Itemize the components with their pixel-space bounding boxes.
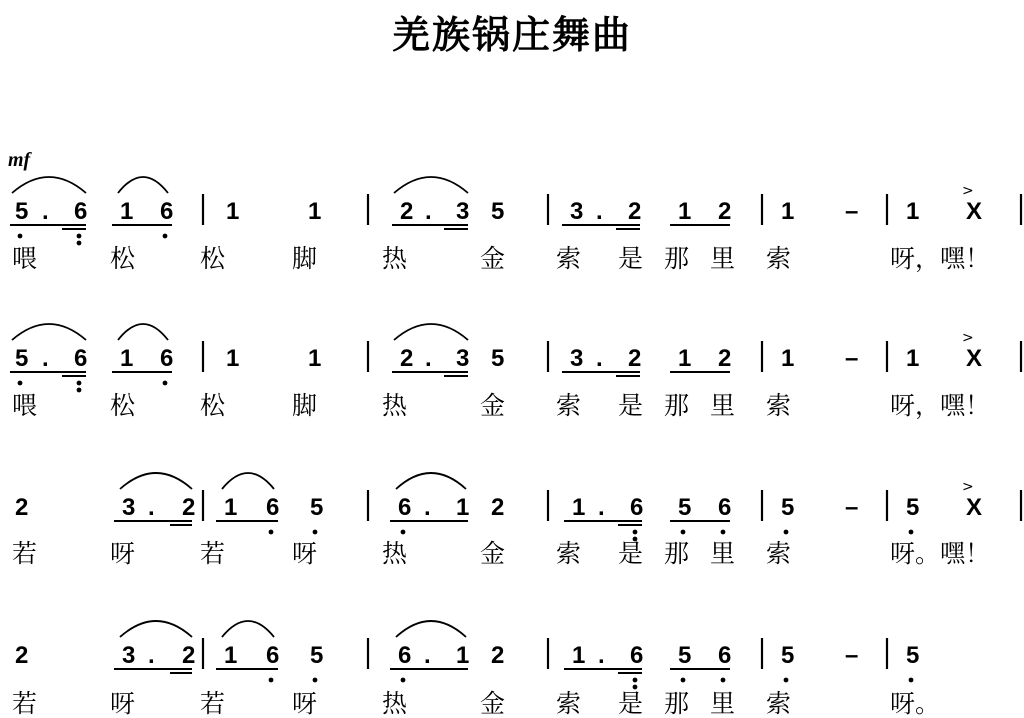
note-digit: 5 bbox=[678, 642, 692, 669]
note-digit: 2 bbox=[718, 345, 732, 372]
octave-dot bbox=[909, 530, 914, 535]
note-digit: 2 bbox=[491, 494, 505, 521]
lyric-syllable: 喂 bbox=[12, 391, 38, 420]
lyric-syllable: 索 bbox=[766, 244, 792, 273]
lyric-syllable: 热 bbox=[382, 539, 408, 568]
lyric-syllable: 里 bbox=[710, 539, 736, 568]
octave-dot bbox=[401, 678, 406, 683]
lyric-syllable: 呀，嘿！ bbox=[890, 244, 991, 273]
lyric-syllable: 松 bbox=[200, 244, 226, 273]
dotted-note-dot: . bbox=[424, 642, 431, 669]
lyric-syllable: 热 bbox=[382, 244, 408, 273]
slur-mark bbox=[394, 324, 468, 340]
lyric-syllable: 那 bbox=[664, 391, 690, 420]
lyric-syllable: 松 bbox=[110, 244, 136, 273]
note-digit: 6 bbox=[630, 642, 644, 669]
dotted-note-dot: . bbox=[598, 642, 605, 669]
note-digit: 3 bbox=[456, 198, 470, 225]
octave-dot bbox=[18, 381, 23, 386]
percussion-note: X bbox=[966, 494, 983, 521]
octave-dot bbox=[313, 530, 318, 535]
octave-dot bbox=[721, 678, 726, 683]
dotted-note-dot: . bbox=[42, 198, 49, 225]
lyric-syllable: 索 bbox=[556, 391, 582, 420]
note-digit: 3 bbox=[122, 494, 136, 521]
note-digit: 1 bbox=[456, 642, 470, 669]
note-digit: 1 bbox=[308, 198, 322, 225]
lyric-syllable: 索 bbox=[556, 689, 582, 718]
lyric-syllable: 呀 bbox=[110, 539, 136, 568]
note-digit: 6 bbox=[160, 345, 174, 372]
octave-dot bbox=[269, 530, 274, 535]
lyric-syllable: 呀。 bbox=[890, 689, 941, 718]
note-digit: 3 bbox=[122, 642, 136, 669]
lyric-syllable: 若 bbox=[12, 539, 38, 568]
percussion-note: X bbox=[966, 345, 983, 372]
lyric-syllable: 索 bbox=[766, 689, 792, 718]
lyric-syllable: 喂 bbox=[12, 244, 38, 273]
note-digit: 2 bbox=[400, 345, 414, 372]
lyric-syllable: 金 bbox=[480, 391, 506, 420]
percussion-note: X bbox=[966, 198, 983, 225]
note-digit: 5 bbox=[906, 642, 920, 669]
note-digit: 1 bbox=[224, 494, 238, 521]
lyric-syllable: 是 bbox=[618, 391, 644, 420]
accent-mark: > bbox=[962, 479, 974, 495]
lyric-syllable: 是 bbox=[618, 244, 644, 273]
lyric-syllable: 若 bbox=[200, 539, 226, 568]
dotted-note-dot: . bbox=[425, 345, 432, 372]
note-digit: 5 bbox=[491, 198, 505, 225]
note-digit: 2 bbox=[182, 642, 196, 669]
slur-mark bbox=[118, 324, 168, 340]
octave-dot bbox=[77, 388, 82, 393]
lyric-syllable: 松 bbox=[200, 391, 226, 420]
octave-dot bbox=[313, 678, 318, 683]
sustain-dash: – bbox=[845, 494, 859, 521]
lyric-syllable: 那 bbox=[664, 689, 690, 718]
lyric-syllable: 里 bbox=[710, 689, 736, 718]
note-digit: 1 bbox=[906, 198, 920, 225]
note-digit: 2 bbox=[15, 494, 29, 521]
dynamic-marking: mf bbox=[8, 149, 31, 171]
note-digit: 6 bbox=[718, 642, 732, 669]
note-digit: 6 bbox=[74, 345, 88, 372]
octave-dot bbox=[681, 530, 686, 535]
lyric-syllable: 热 bbox=[382, 391, 408, 420]
slur-mark bbox=[120, 473, 192, 489]
lyric-syllable: 热 bbox=[382, 689, 408, 718]
note-digit: 1 bbox=[678, 198, 692, 225]
dotted-note-dot: . bbox=[148, 494, 155, 521]
note-digit: 6 bbox=[160, 198, 174, 225]
octave-dot bbox=[909, 678, 914, 683]
lyric-syllable: 松 bbox=[110, 391, 136, 420]
octave-dot bbox=[18, 234, 23, 239]
note-digit: 1 bbox=[572, 642, 586, 669]
sustain-dash: – bbox=[845, 345, 859, 372]
octave-dot bbox=[784, 530, 789, 535]
note-digit: 5 bbox=[781, 494, 795, 521]
lyric-syllable: 索 bbox=[766, 539, 792, 568]
lyric-syllable: 那 bbox=[664, 244, 690, 273]
note-digit: 6 bbox=[398, 494, 412, 521]
dotted-note-dot: . bbox=[596, 198, 603, 225]
note-digit: 2 bbox=[182, 494, 196, 521]
octave-dot bbox=[269, 678, 274, 683]
octave-dot bbox=[163, 234, 168, 239]
note-digit: 1 bbox=[120, 198, 134, 225]
lyric-syllable: 呀 bbox=[110, 689, 136, 718]
lyric-syllable: 若 bbox=[200, 689, 226, 718]
lyric-syllable: 脚 bbox=[292, 391, 318, 420]
lyric-syllable: 索 bbox=[556, 539, 582, 568]
score-title: 羌族锅庄舞曲 bbox=[391, 13, 632, 57]
dotted-note-dot: . bbox=[424, 494, 431, 521]
note-digit: 6 bbox=[398, 642, 412, 669]
lyric-syllable: 若 bbox=[12, 689, 38, 718]
lyric-syllable: 金 bbox=[480, 689, 506, 718]
note-digit: 6 bbox=[266, 494, 280, 521]
note-digit: 5 bbox=[678, 494, 692, 521]
note-digit: 5 bbox=[906, 494, 920, 521]
note-digit: 1 bbox=[906, 345, 920, 372]
sustain-dash: – bbox=[845, 198, 859, 225]
lyric-syllable: 金 bbox=[480, 244, 506, 273]
note-digit: 2 bbox=[400, 198, 414, 225]
lyric-syllable: 里 bbox=[710, 244, 736, 273]
note-digit: 6 bbox=[630, 494, 644, 521]
slur-mark bbox=[118, 177, 168, 193]
dotted-note-dot: . bbox=[148, 642, 155, 669]
lyric-syllable: 呀 bbox=[292, 539, 318, 568]
note-digit: 2 bbox=[628, 198, 642, 225]
slur-mark bbox=[12, 324, 86, 340]
note-digit: 1 bbox=[308, 345, 322, 372]
note-digit: 3 bbox=[456, 345, 470, 372]
lyric-syllable: 里 bbox=[710, 391, 736, 420]
note-digit: 6 bbox=[74, 198, 88, 225]
sustain-dash: – bbox=[845, 642, 859, 669]
octave-dot bbox=[77, 381, 82, 386]
lyric-syllable: 呀 bbox=[292, 689, 318, 718]
note-digit: 5 bbox=[491, 345, 505, 372]
note-digit: 5 bbox=[15, 198, 29, 225]
note-digit: 6 bbox=[266, 642, 280, 669]
note-digit: 2 bbox=[718, 198, 732, 225]
note-digit: 5 bbox=[15, 345, 29, 372]
note-digit: 1 bbox=[572, 494, 586, 521]
octave-dot bbox=[163, 381, 168, 386]
lyric-syllable: 那 bbox=[664, 539, 690, 568]
note-digit: 6 bbox=[718, 494, 732, 521]
octave-dot bbox=[633, 678, 638, 683]
slur-mark bbox=[222, 473, 274, 489]
note-digit: 5 bbox=[310, 642, 324, 669]
dotted-note-dot: . bbox=[425, 198, 432, 225]
lyric-syllable: 索 bbox=[766, 391, 792, 420]
note-digit: 1 bbox=[120, 345, 134, 372]
note-digit: 1 bbox=[224, 642, 238, 669]
octave-dot bbox=[77, 234, 82, 239]
octave-dot bbox=[401, 530, 406, 535]
octave-dot bbox=[77, 241, 82, 246]
lyric-syllable: 呀。嘿！ bbox=[890, 539, 991, 568]
octave-dot bbox=[721, 530, 726, 535]
note-digit: 1 bbox=[781, 345, 795, 372]
slur-mark bbox=[222, 621, 274, 637]
octave-dot bbox=[784, 678, 789, 683]
note-digit: 1 bbox=[678, 345, 692, 372]
note-digit: 1 bbox=[456, 494, 470, 521]
slur-mark bbox=[396, 473, 466, 489]
slur-mark bbox=[12, 177, 86, 193]
note-digit: 5 bbox=[310, 494, 324, 521]
lyric-syllable: 是 bbox=[618, 539, 644, 568]
accent-mark: > bbox=[962, 183, 974, 199]
note-digit: 1 bbox=[781, 198, 795, 225]
note-digit: 1 bbox=[226, 198, 240, 225]
octave-dot bbox=[633, 530, 638, 535]
dotted-note-dot: . bbox=[596, 345, 603, 372]
octave-dot bbox=[681, 678, 686, 683]
lyric-syllable: 脚 bbox=[292, 244, 318, 273]
dotted-note-dot: . bbox=[42, 345, 49, 372]
lyric-syllable: 呀，嘿！ bbox=[890, 391, 991, 420]
accent-mark: > bbox=[962, 330, 974, 346]
slur-mark bbox=[120, 621, 192, 637]
lyric-syllable: 是 bbox=[618, 689, 644, 718]
note-digit: 3 bbox=[570, 345, 584, 372]
slur-mark bbox=[394, 177, 468, 193]
note-digit: 5 bbox=[781, 642, 795, 669]
note-digit: 2 bbox=[628, 345, 642, 372]
dotted-note-dot: . bbox=[598, 494, 605, 521]
note-digit: 2 bbox=[15, 642, 29, 669]
slur-mark bbox=[396, 621, 466, 637]
lyric-syllable: 索 bbox=[556, 244, 582, 273]
note-digit: 2 bbox=[491, 642, 505, 669]
lyric-syllable: 金 bbox=[480, 539, 506, 568]
note-digit: 3 bbox=[570, 198, 584, 225]
note-digit: 1 bbox=[226, 345, 240, 372]
